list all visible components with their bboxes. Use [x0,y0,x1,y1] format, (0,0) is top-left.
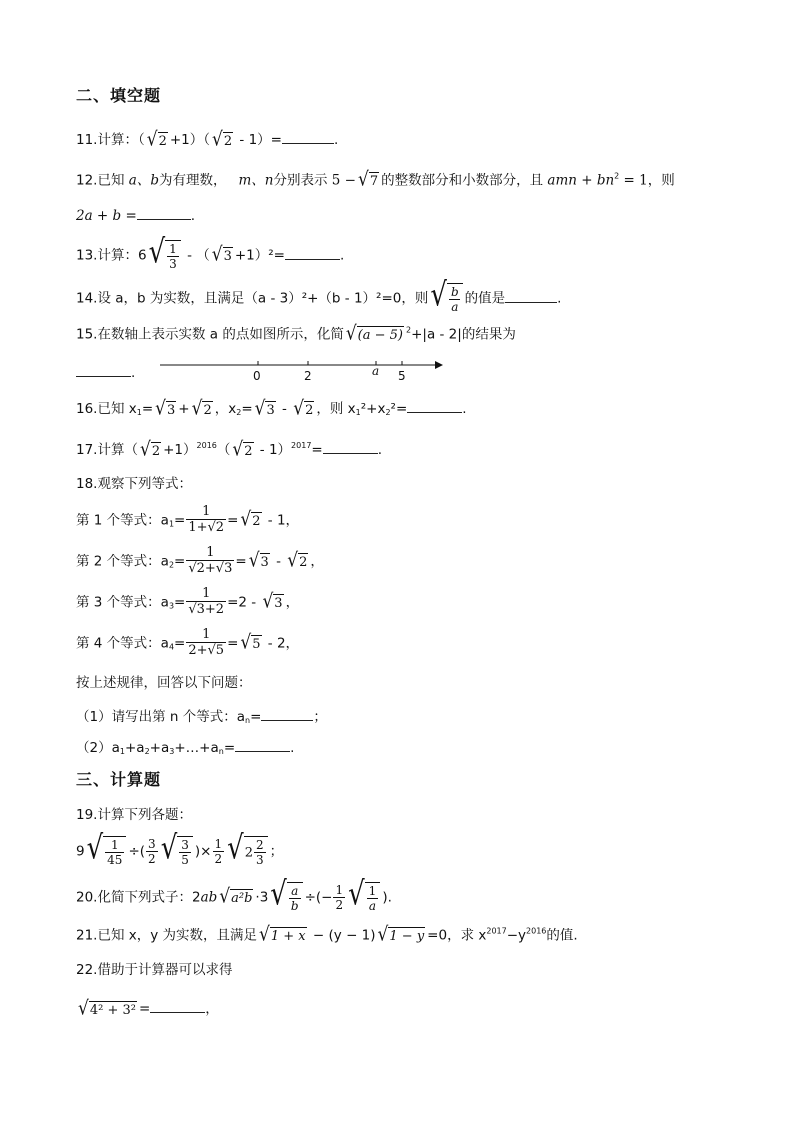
question-21: 21.已知 x，y 为实数，且满足 √ 1 + x − (y − 1) √ 1 − y =0，求 $x^{2017}-y^{2016}$的值. [76,923,578,947]
q22-radical: √ 4² + 3² [78,996,136,1020]
q18-radical: √ 5 [240,631,261,655]
q18-prompt: 按上述规律，回答以下问题： [76,675,252,691]
q14-radical: √ $\frac{b}{a}$ [430,283,462,314]
q18-sub1: （1）请写出第 n 个等式：$a_n=$ ； [76,709,327,725]
q12-text5: ，则 [647,172,675,189]
question-22-title: 22.借助于计算器可以求得 [76,962,233,978]
q18-radical: √ 2 [240,508,261,532]
question-22-expr: √ 4² + 3² = ， [78,996,219,1020]
question-16: 16.已知 $x_1=$ √ 3 + √ 2 ，$x_2=$ √ 3 - √ 2 ，则 $x_1^2+x_2^2=$ . [76,396,467,420]
q12-line2: 2a + b = [76,208,137,224]
question-15: 15.在数轴上表示实数 a 的点如图所示，化简 √ (a − 5) $^2$+|a - 2|的结果为 [76,322,516,346]
q20-radical-3: √ $\frac{1}{a}$ [348,882,380,913]
axis-label-2: 2 [304,369,312,383]
number-line [155,355,450,385]
q16-radical-4: √ 2 [293,396,314,420]
q17-radical-2: √ 2 [232,437,253,461]
answer-blank[interactable] [407,400,462,413]
q19-radical-3: √ 2 $\frac{2}{3}$ [227,836,268,867]
q21-radical-1: √ 1 + x [259,923,306,947]
question-19-title: 19.计算下列各题： [76,807,192,823]
q13-text3: +1）²= [234,247,285,264]
q18-radical: √ 3 [262,590,283,614]
answer-blank[interactable] [323,441,378,454]
question-12: 12.已知 a、b为有理数， m、n分别表示 5 − √ 7 的整数部分和小数部分，且 amn + $bn^2 = 1$，则 [76,168,675,192]
q18-row-2: 第 2 个等式：$a_2=$ $\frac{1}{√2+√3}$ = √ 3 - √ 2 ， [76,545,324,577]
q21-radical-2: √ 1 − y [377,923,425,947]
q13-text2: - （ [182,247,210,264]
q12-radical: √ 7 [357,168,379,192]
q12-text: 12.已知 [76,172,129,189]
answer-blank[interactable] [76,364,131,377]
answer-blank[interactable] [261,708,313,721]
answer-blank[interactable] [282,131,334,144]
q20-radical-2: √ $\frac{a}{b}$ [270,882,302,913]
q12-end: . [190,208,196,224]
q11-end: . [334,132,339,148]
section-title-fill: 二、填空题 [76,86,162,105]
q20-radical-1: √ a²b [219,885,253,909]
axis-label-a: a [372,364,380,378]
q16-radical-1: √ 3 [155,396,176,420]
q11-radical-2: √ 2 [212,127,233,151]
q16-text: 16.已知 x [76,401,137,417]
q18-radical: √ 3 [248,549,269,573]
q15-radical: √ (a − 5) [345,322,403,346]
q13-radical: √ $\frac{1}{3}$ [149,240,181,271]
question-14 [76,276,562,315]
q12-text3: 分别表示 [273,172,332,189]
q18-row-1: 第 1 个等式：$a_1=$ $\frac{1}{1+√2}$ = √ 2 - 1， [76,504,300,536]
answer-blank[interactable] [137,207,191,220]
q17-text: 17.计算（ [76,442,138,458]
q12-eq2: = 1 [619,172,648,189]
question-20: 20.化简下列式子：2ab √ a²b ·3 √ $\frac{a}{b}$ ÷(− $\frac{1}{2}$ √ $\frac{1}{a}$ ). [76,875,392,914]
q15-text2: +|a - 2|的结果为 [411,326,516,343]
axis-label-5: 5 [398,369,406,383]
answer-blank[interactable] [505,290,557,303]
q12-ab: a、b [128,172,159,189]
q18-radical-b: √ 2 [287,549,308,573]
answer-blank[interactable] [235,739,290,752]
question-12-line2 [76,207,195,224]
q14-text2: 的值是 [464,290,506,307]
q12-text4: 的整数部分和小数部分，且 [381,172,548,189]
q13-end: . [340,247,345,264]
q16-radical-3: √ 3 [254,396,275,420]
q12-mn: m、n [238,172,274,189]
section-title-calc: 三、计算题 [76,770,162,789]
q18-row-4: 第 4 个等式：$a_4=$ $\frac{1}{2+√5}$ = √ 5 - 2， [76,627,300,659]
q14-end: . [557,290,562,307]
axis-label-0: 0 [253,369,261,383]
q12-text2: 为有理数， [158,172,227,189]
question-15-line2 [76,364,135,381]
question-19-expr: 9 √ $\frac{1}{45}$ ÷( $\frac{3}{2}$ √ $\frac{3}{5}$ )× $\frac{1}{2}$ √ 2 $\frac{2}{3}$ ； [76,829,284,868]
question-18-title: 18.观察下列等式： [76,476,192,492]
answer-blank[interactable] [285,247,340,260]
q16-radical-2: √ 2 [191,396,212,420]
answer-blank[interactable] [150,1000,205,1013]
q18-row-3: 第 3 个等式：$a_3=$ $\frac{1}{√3+2}$ =2 - √ 3 ， [76,586,300,618]
q11-text2: +1）（ [169,132,211,148]
q15-end: . [131,365,136,381]
q14-text: 14.设 a，b 为实数，且满足（a - 3）²+（b - 1）²=0，则 [76,290,429,307]
q19-radical-2: √ $\frac{3}{5}$ [161,836,193,867]
q18-sub2: $(2)a_1+a_2+a_3+\dots+a_n=$ . [76,740,295,756]
q19-radical-1: √ $\frac{1}{45}$ [87,836,127,867]
question-11 [76,127,339,151]
question-17: 17.计算（ √ 2 +1）$^{2016}$（ √ 2 - 1）$^{2017}$= . [76,437,383,461]
q13-radical-2: √ 3 [211,243,232,267]
q11-radical: √ 2 [146,127,167,151]
q12-expr: 5 − [331,172,356,189]
question-13 [76,233,345,272]
q13-text: 13.计算：6 [76,247,147,264]
q17-radical-1: √ 2 [139,437,161,461]
q11-text: 11.计算：（ [76,132,145,148]
q11-text3: - 1）= [235,132,282,148]
q15-text: 15.在数轴上表示实数 a 的点如图所示，化简 [76,326,344,343]
q12-eq: amn + bn [547,172,615,189]
